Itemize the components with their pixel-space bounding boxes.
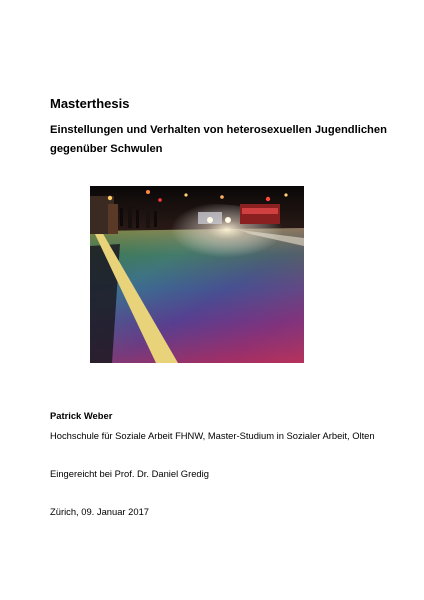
cover-photo-rainbow-crosswalk xyxy=(90,186,304,363)
document-type-heading: Masterthesis xyxy=(50,96,130,111)
supervisor-line: Eingereicht bei Prof. Dr. Daniel Gredig xyxy=(50,468,209,479)
author-name: Patrick Weber xyxy=(50,410,113,421)
institution-line: Hochschule für Soziale Arbeit FHNW, Master-Studium in Sozialer Arbeit, Olten xyxy=(50,430,375,441)
thesis-title: Einstellungen und Verhalten von heterosexuellen Jugendlichen gegenüber Schwulen xyxy=(50,124,387,155)
place-date-line: Zürich, 09. Januar 2017 xyxy=(50,506,150,517)
